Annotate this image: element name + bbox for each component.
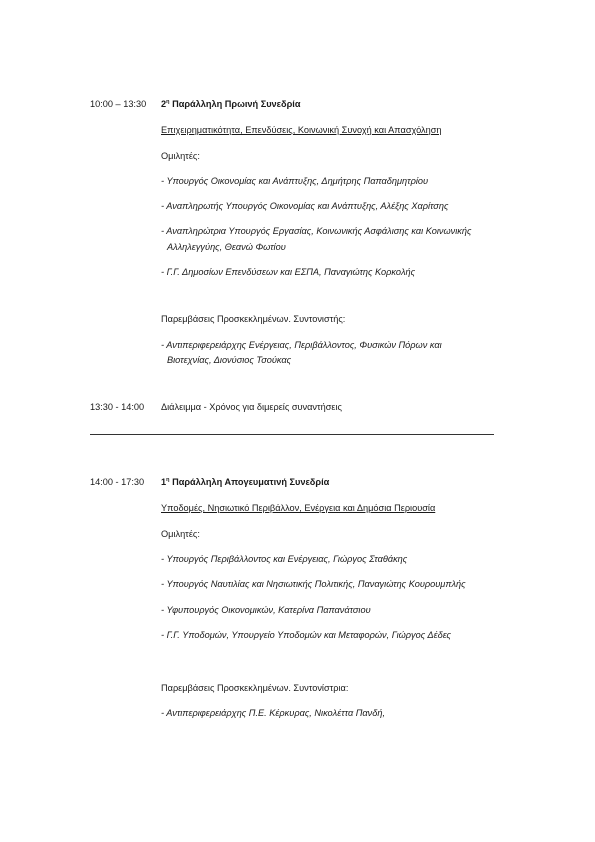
- session-1-ordinal: η: [166, 99, 170, 105]
- session-1-speaker-3-cont: Αλληλεγγύης, Θεανώ Φωτίου: [167, 242, 286, 252]
- session-2-title: [161, 476, 329, 488]
- break-text: Διάλειμμα - Χρόνος για διμερείς συναντήσεις: [161, 402, 342, 412]
- session-2-speaker-3: - Υφυπουργός Οικονομικών, Κατερίνα Παπανάτσιου: [161, 605, 371, 615]
- session-1-interventions-label: Παρεμβάσεις Προσκεκλημένων. Συντονιστής:: [161, 314, 346, 324]
- session-2-intervention-1: - Αντιπεριφερειάρχης Π.Ε. Κέρκυρας, Νικολέττα Πανδή,: [161, 708, 386, 718]
- session-2-speaker-4: - Γ.Γ. Υποδομών, Υπουργείο Υποδομών και Μεταφορών, Γιώργος Δέδες: [161, 630, 451, 640]
- separator-line: [90, 434, 494, 435]
- session-2-title-text: Παράλληλη Απογευματινή Συνεδρία: [172, 477, 330, 487]
- session-2-topic: Υποδομές, Νησιωτικό Περιβάλλον, Ενέργεια και Δημόσια Περιουσία: [161, 503, 436, 513]
- session-2-ordinal: η: [166, 477, 170, 483]
- session-2-speaker-2: - Υπουργός Ναυτιλίας και Νησιωτικής Πολιτικής, Παναγιώτης Κουρουμπλής: [161, 579, 466, 589]
- session-1-speakers-label: Ομιλητές:: [161, 151, 200, 161]
- session-2-speakers-label: Ομιλητές:: [161, 529, 200, 539]
- session-1-speaker-4: - Γ.Γ. Δημοσίων Επενδύσεων και ΕΣΠΑ, Παναγιώτης Κορκολής: [161, 267, 416, 277]
- session-2-number: 1: [161, 477, 167, 487]
- session-2-speaker-1: - Υπουργός Περιβάλλοντος και Ενέργειας, Γιώργος Σταθάκης: [161, 554, 408, 564]
- session-1-intervention-1: - Αντιπεριφερειάρχης Ενέργειας, Περιβάλλοντος, Φυσικών Πόρων και: [161, 340, 442, 350]
- session-1-title: [161, 98, 300, 110]
- session-1-topic: Επιχειρηματικότητα, Επενδύσεις, Κοινωνική Συνοχή και Απασχόληση: [161, 125, 442, 135]
- session-1-speaker-3: - Αναπληρώτρια Υπουργός Εργασίας, Κοινωνικής Ασφάλισης και Κοινωνικής: [161, 226, 472, 236]
- session-1-title-text: Παράλληλη Πρωινή Συνεδρία: [172, 99, 301, 109]
- session-1-number: 2: [161, 99, 167, 109]
- session-1-speaker-2: - Αναπληρωτής Υπουργός Οικονομίας και Ανάπτυξης, Αλέξης Χαρίτσης: [161, 201, 449, 211]
- break-time: 13:30 - 14:00: [90, 402, 145, 412]
- session-1-intervention-1-cont: Βιοτεχνίας, Διονύσιος Τσούκας: [167, 355, 292, 365]
- session-1-speaker-1: - Υπουργός Οικονομίας και Ανάπτυξης, Δημήτρης Παπαδημητρίου: [161, 176, 429, 186]
- session-2-interventions-label: Παρεμβάσεις Προσκεκλημένων. Συντονίστρια:: [161, 683, 349, 693]
- session-1-time: 10:00 – 13:30: [90, 99, 147, 109]
- session-2-time: 14:00 - 17:30: [90, 477, 145, 487]
